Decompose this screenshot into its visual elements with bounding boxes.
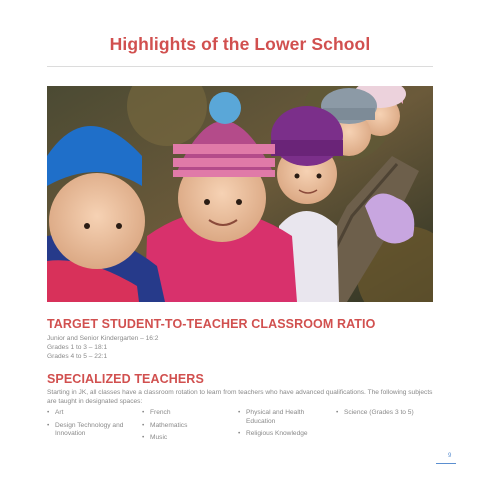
subject-item: [238, 409, 328, 426]
ratio-line-grades-1-3: Grades 1 to 3 – 18:1: [47, 344, 108, 351]
bullet-icon: •: [238, 409, 241, 416]
subject-item: [142, 434, 232, 443]
footer-divider: [436, 463, 456, 464]
bullet-icon: •: [142, 409, 145, 416]
children-photo: [47, 86, 433, 302]
bullet-icon: •: [47, 409, 50, 416]
subject-label: Physical and Health Education: [246, 409, 305, 425]
bullet-icon: •: [142, 434, 145, 441]
subject-label: French: [150, 409, 171, 416]
specialized-intro: Starting in JK, all classes have a classroom rotation to learn from teachers who have advanced qualifications. The following subjects are taught in designated spaces:: [47, 389, 433, 405]
subject-label: Religious Knowledge: [246, 430, 308, 437]
title-divider: [47, 66, 433, 67]
page-title: Highlights of the Lower School: [109, 34, 371, 54]
subject-item: [47, 422, 139, 439]
subject-column-1: [47, 409, 139, 443]
bullet-icon: •: [238, 430, 241, 437]
subject-label: Science (Grades 3 to 5): [344, 409, 414, 416]
bullet-icon: •: [47, 421, 50, 429]
subject-item: [142, 422, 232, 431]
bullet-icon: •: [142, 421, 145, 429]
subject-item: [238, 430, 328, 439]
page-number: 9: [448, 453, 452, 459]
subject-column-3: [238, 409, 328, 443]
subject-item: [142, 409, 232, 418]
subject-item: [336, 409, 436, 418]
ratio-heading: TARGET STUDENT-TO-TEACHER CLASSROOM RATIO: [47, 317, 376, 331]
subject-label: Music: [150, 434, 168, 441]
subject-label: Design Technology and Innovation: [55, 421, 124, 437]
photo-illustration: [47, 86, 433, 302]
subject-item: [47, 409, 139, 418]
ratio-line-kindergarten: Junior and Senior Kindergarten – 16:2: [47, 335, 159, 342]
subject-column-4: [336, 409, 436, 422]
ratio-line-grades-4-5: Grades 4 to 5 – 22:1: [47, 353, 108, 360]
subject-column-2: [142, 409, 232, 447]
specialized-teachers-heading: SPECIALIZED TEACHERS: [47, 372, 204, 386]
bullet-icon: •: [336, 409, 339, 416]
subject-label: Art: [55, 409, 64, 416]
subject-label: Mathematics: [150, 421, 188, 429]
